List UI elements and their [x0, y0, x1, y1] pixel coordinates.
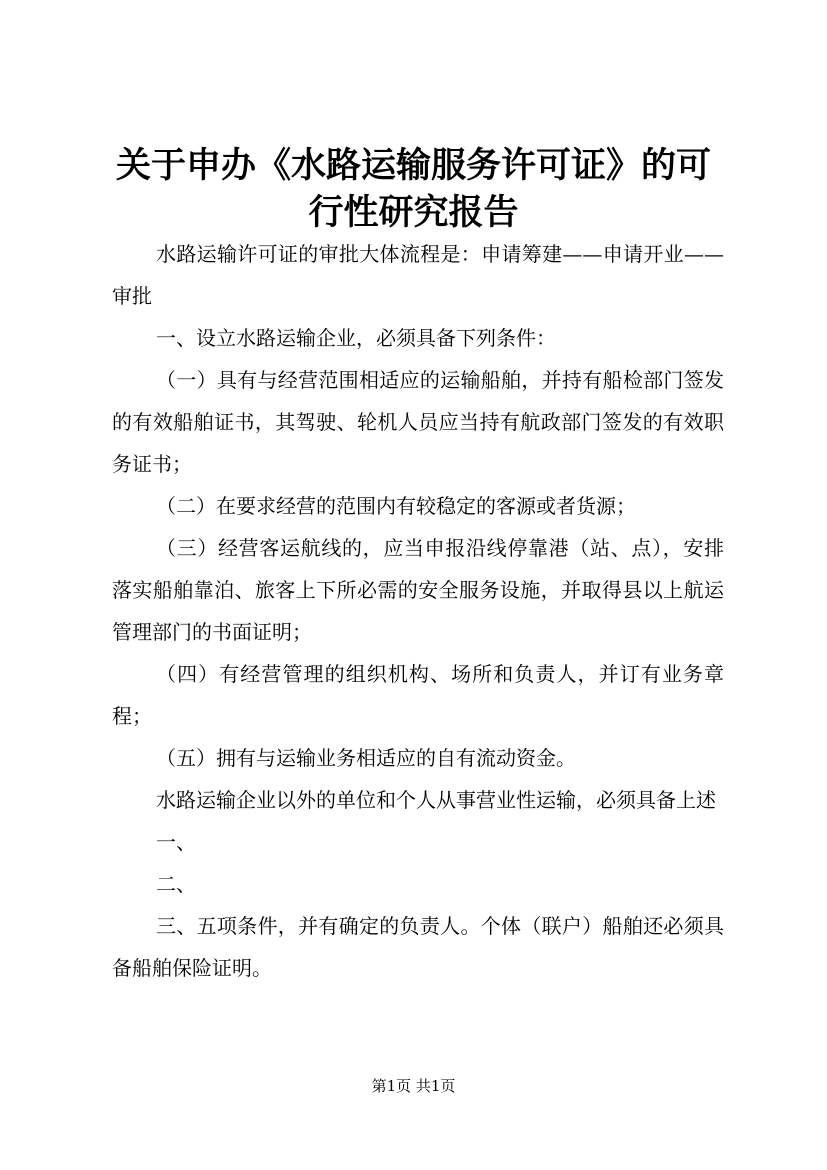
paragraph-section-one-heading: 一、设立水路运输企业，必须具备下列条件： [156, 326, 556, 350]
document-body [112, 233, 724, 989]
paragraph-condition-4: （四）有经营管理的组织机构、场所和负责人，并订有业务章程； [112, 662, 724, 728]
paragraph-approval-process: 水路运输许可证的审批大体流程是：申请筹建——申请开业——审批 [112, 242, 724, 308]
paragraph-item-two: 二、 [156, 872, 196, 896]
paragraph-condition-5: （五）拥有与运输业务相适应的自有流动资金。 [156, 746, 576, 770]
paragraph-item-one: 一、 [156, 830, 196, 854]
paragraph-condition-3: （三）经营客运航线的，应当申报沿线停靠港（站、点），安排落实船舶靠泊、旅客上下所必需的安全服务设施，并取得县以上航运管理部门的书面证明； [112, 536, 724, 644]
paragraph-other-units: 水路运输企业以外的单位和个人从事营业性运输，必须具备上述 [156, 788, 716, 812]
paragraph-item-three: 三、五项条件，并有确定的负责人。个体（联户）船舶还必须具备船舶保险证明。 [112, 914, 724, 980]
document-title: 关于申办《水路运输服务许可证》的可行性研究报告 [115, 145, 711, 233]
page-footer: 第1页 共1页 [371, 1077, 456, 1095]
paragraph-condition-2: （二）在要求经营的范围内有较稳定的客源或者货源； [156, 494, 636, 518]
paragraph-condition-1: （一）具有与经营范围相适应的运输船舶，并持有船检部门签发的有效船舶证书，其驾驶、轮机人员应当持有航政部门签发的有效职务证书； [112, 368, 724, 476]
